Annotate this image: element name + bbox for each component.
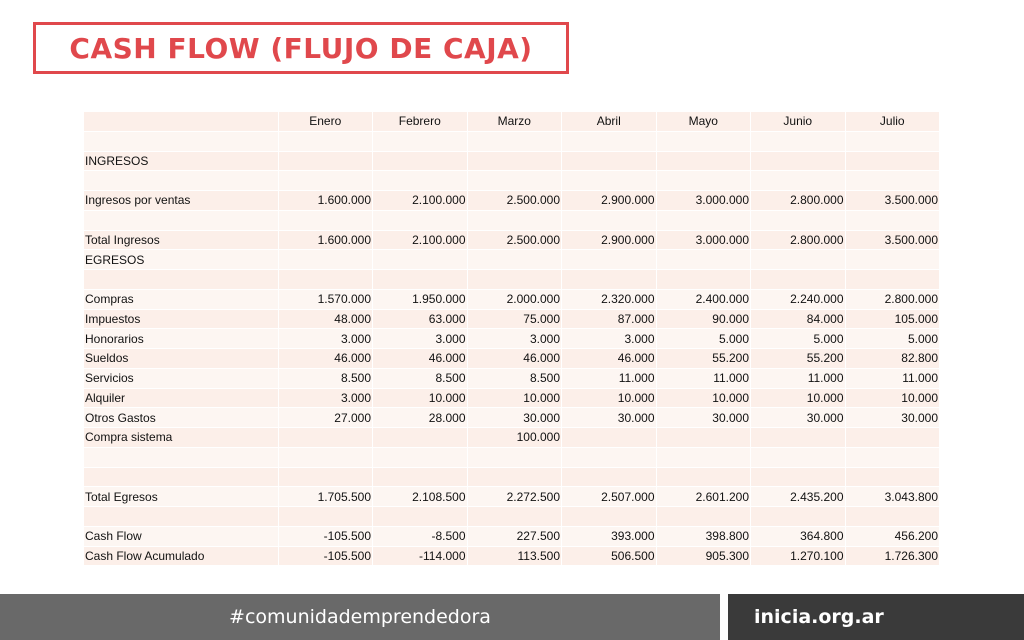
value-cell: 2.500.000 xyxy=(467,230,562,250)
row-label: Cash Flow xyxy=(84,526,278,546)
value-cell xyxy=(562,131,657,151)
value-cell: 1.705.500 xyxy=(278,487,373,507)
value-cell xyxy=(467,151,562,171)
value-cell xyxy=(845,270,940,290)
title-box xyxy=(33,22,569,74)
value-cell: 46.000 xyxy=(278,349,373,369)
value-cell: 2.500.000 xyxy=(467,191,562,211)
table-row xyxy=(84,289,940,309)
value-cell xyxy=(467,467,562,487)
value-cell: 2.320.000 xyxy=(562,289,657,309)
value-cell: 27.000 xyxy=(278,408,373,428)
value-cell: 82.800 xyxy=(845,349,940,369)
value-cell xyxy=(751,467,846,487)
value-cell xyxy=(656,447,751,467)
value-cell xyxy=(845,250,940,270)
value-cell: 2.601.200 xyxy=(656,487,751,507)
value-cell xyxy=(751,250,846,270)
value-cell: 8.500 xyxy=(373,368,468,388)
table-row xyxy=(84,507,940,527)
value-cell: 2.435.200 xyxy=(751,487,846,507)
value-cell xyxy=(656,151,751,171)
value-cell: 2.000.000 xyxy=(467,289,562,309)
value-cell xyxy=(278,151,373,171)
table-row xyxy=(84,526,940,546)
value-cell: 905.300 xyxy=(656,546,751,566)
value-cell xyxy=(373,428,468,448)
table-row xyxy=(84,349,940,369)
header-corner-cell xyxy=(84,112,278,131)
row-label xyxy=(84,447,278,467)
value-cell xyxy=(373,151,468,171)
value-cell xyxy=(562,151,657,171)
value-cell: 2.400.000 xyxy=(656,289,751,309)
value-cell: 2.100.000 xyxy=(373,230,468,250)
value-cell: 2.900.000 xyxy=(562,191,657,211)
value-cell: 63.000 xyxy=(373,309,468,329)
table-row xyxy=(84,151,940,171)
table-row xyxy=(84,250,940,270)
table-row xyxy=(84,270,940,290)
value-cell: -105.500 xyxy=(278,546,373,566)
value-cell: 30.000 xyxy=(751,408,846,428)
value-cell xyxy=(656,270,751,290)
value-cell xyxy=(656,250,751,270)
column-header: Mayo xyxy=(656,112,751,131)
value-cell xyxy=(373,467,468,487)
table-row xyxy=(84,546,940,566)
value-cell xyxy=(845,507,940,527)
value-cell: 30.000 xyxy=(845,408,940,428)
value-cell: 3.000 xyxy=(373,329,468,349)
value-cell xyxy=(373,210,468,230)
value-cell: 11.000 xyxy=(656,368,751,388)
value-cell xyxy=(373,131,468,151)
row-label: Otros Gastos xyxy=(84,408,278,428)
value-cell xyxy=(467,171,562,191)
value-cell: 393.000 xyxy=(562,526,657,546)
value-cell xyxy=(373,250,468,270)
value-cell: 87.000 xyxy=(562,309,657,329)
value-cell xyxy=(278,428,373,448)
value-cell: -114.000 xyxy=(373,546,468,566)
value-cell: 11.000 xyxy=(562,368,657,388)
value-cell xyxy=(278,447,373,467)
value-cell xyxy=(656,428,751,448)
value-cell xyxy=(562,428,657,448)
value-cell: 84.000 xyxy=(751,309,846,329)
value-cell: 5.000 xyxy=(656,329,751,349)
row-label: Compras xyxy=(84,289,278,309)
value-cell xyxy=(562,467,657,487)
value-cell: 3.000 xyxy=(278,329,373,349)
row-label: Impuestos xyxy=(84,309,278,329)
value-cell xyxy=(845,428,940,448)
cash-flow-table xyxy=(84,112,940,566)
value-cell: 48.000 xyxy=(278,309,373,329)
value-cell: 55.200 xyxy=(656,349,751,369)
value-cell: 3.500.000 xyxy=(845,191,940,211)
row-label xyxy=(84,171,278,191)
value-cell: 1.270.100 xyxy=(751,546,846,566)
value-cell xyxy=(656,131,751,151)
value-cell: 46.000 xyxy=(562,349,657,369)
value-cell xyxy=(467,447,562,467)
value-cell xyxy=(845,131,940,151)
row-label: Total Egresos xyxy=(84,487,278,507)
value-cell: 100.000 xyxy=(467,428,562,448)
value-cell xyxy=(845,447,940,467)
value-cell xyxy=(845,151,940,171)
value-cell: 2.100.000 xyxy=(373,191,468,211)
value-cell: -105.500 xyxy=(278,526,373,546)
value-cell xyxy=(656,210,751,230)
table-row xyxy=(84,230,940,250)
value-cell: 28.000 xyxy=(373,408,468,428)
value-cell: 1.600.000 xyxy=(278,230,373,250)
column-header: Enero xyxy=(278,112,373,131)
value-cell xyxy=(656,507,751,527)
table-row xyxy=(84,368,940,388)
table-row xyxy=(84,329,940,349)
value-cell: 46.000 xyxy=(373,349,468,369)
value-cell: 11.000 xyxy=(845,368,940,388)
value-cell: 10.000 xyxy=(562,388,657,408)
value-cell xyxy=(467,507,562,527)
row-label xyxy=(84,467,278,487)
table-row xyxy=(84,467,940,487)
value-cell xyxy=(845,210,940,230)
value-cell: 30.000 xyxy=(562,408,657,428)
value-cell xyxy=(562,507,657,527)
value-cell: 506.500 xyxy=(562,546,657,566)
value-cell: 8.500 xyxy=(467,368,562,388)
value-cell xyxy=(751,171,846,191)
value-cell: 398.800 xyxy=(656,526,751,546)
value-cell xyxy=(373,171,468,191)
row-label xyxy=(84,507,278,527)
value-cell: 5.000 xyxy=(845,329,940,349)
header-row xyxy=(84,112,940,131)
hashtag-banner: #comunidademprendedora xyxy=(0,594,720,640)
table-row xyxy=(84,428,940,448)
value-cell xyxy=(751,428,846,448)
value-cell: 10.000 xyxy=(751,388,846,408)
value-cell xyxy=(751,270,846,290)
value-cell: 3.000 xyxy=(562,329,657,349)
row-label xyxy=(84,210,278,230)
value-cell xyxy=(751,447,846,467)
value-cell xyxy=(656,467,751,487)
value-cell xyxy=(562,270,657,290)
footer xyxy=(0,594,1024,640)
value-cell xyxy=(751,151,846,171)
value-cell xyxy=(562,210,657,230)
value-cell xyxy=(467,250,562,270)
value-cell: 75.000 xyxy=(467,309,562,329)
row-label: Compra sistema xyxy=(84,428,278,448)
column-header: Marzo xyxy=(467,112,562,131)
value-cell: 2.240.000 xyxy=(751,289,846,309)
table-row xyxy=(84,408,940,428)
value-cell: 3.000 xyxy=(467,329,562,349)
value-cell: 364.800 xyxy=(751,526,846,546)
value-cell: 10.000 xyxy=(845,388,940,408)
value-cell xyxy=(562,250,657,270)
value-cell: 90.000 xyxy=(656,309,751,329)
row-label: Ingresos por ventas xyxy=(84,191,278,211)
row-label: INGRESOS xyxy=(84,151,278,171)
value-cell: 2.900.000 xyxy=(562,230,657,250)
value-cell: 2.800.000 xyxy=(751,230,846,250)
value-cell: 2.272.500 xyxy=(467,487,562,507)
value-cell: 2.507.000 xyxy=(562,487,657,507)
value-cell: 113.500 xyxy=(467,546,562,566)
column-header: Febrero xyxy=(373,112,468,131)
value-cell xyxy=(751,210,846,230)
row-label: Cash Flow Acumulado xyxy=(84,546,278,566)
value-cell xyxy=(467,131,562,151)
value-cell xyxy=(373,270,468,290)
value-cell: -8.500 xyxy=(373,526,468,546)
value-cell: 10.000 xyxy=(373,388,468,408)
value-cell: 5.000 xyxy=(751,329,846,349)
value-cell xyxy=(845,467,940,487)
value-cell: 30.000 xyxy=(467,408,562,428)
value-cell xyxy=(562,447,657,467)
value-cell: 46.000 xyxy=(467,349,562,369)
page-title: CASH FLOW (FLUJO DE CAJA) xyxy=(69,31,533,65)
table-row xyxy=(84,487,940,507)
value-cell xyxy=(845,171,940,191)
value-cell: 2.108.500 xyxy=(373,487,468,507)
value-cell xyxy=(467,210,562,230)
value-cell: 1.570.000 xyxy=(278,289,373,309)
row-label: Honorarios xyxy=(84,329,278,349)
row-label: Alquiler xyxy=(84,388,278,408)
table-row xyxy=(84,171,940,191)
table-row xyxy=(84,309,940,329)
value-cell xyxy=(278,210,373,230)
value-cell xyxy=(278,171,373,191)
value-cell: 3.000 xyxy=(278,388,373,408)
value-cell xyxy=(751,131,846,151)
value-cell xyxy=(373,507,468,527)
value-cell: 2.800.000 xyxy=(751,191,846,211)
value-cell: 11.000 xyxy=(751,368,846,388)
value-cell xyxy=(373,447,468,467)
value-cell xyxy=(751,507,846,527)
value-cell: 55.200 xyxy=(751,349,846,369)
site-banner[interactable]: inicia.org.ar xyxy=(728,594,1024,640)
value-cell: 227.500 xyxy=(467,526,562,546)
value-cell: 456.200 xyxy=(845,526,940,546)
table-row xyxy=(84,131,940,151)
value-cell xyxy=(278,467,373,487)
value-cell: 1.726.300 xyxy=(845,546,940,566)
value-cell xyxy=(278,507,373,527)
value-cell xyxy=(278,270,373,290)
row-label: Sueldos xyxy=(84,349,278,369)
footer-divider xyxy=(720,594,728,640)
value-cell: 2.800.000 xyxy=(845,289,940,309)
column-header: Julio xyxy=(845,112,940,131)
value-cell: 3.500.000 xyxy=(845,230,940,250)
value-cell xyxy=(467,270,562,290)
value-cell: 10.000 xyxy=(467,388,562,408)
table-row xyxy=(84,447,940,467)
row-label xyxy=(84,270,278,290)
value-cell: 10.000 xyxy=(656,388,751,408)
value-cell xyxy=(278,131,373,151)
value-cell: 3.000.000 xyxy=(656,191,751,211)
column-header: Abril xyxy=(562,112,657,131)
column-header: Junio xyxy=(751,112,846,131)
row-label: EGRESOS xyxy=(84,250,278,270)
table-row xyxy=(84,191,940,211)
table-row xyxy=(84,388,940,408)
row-label: Servicios xyxy=(84,368,278,388)
row-label: Total Ingresos xyxy=(84,230,278,250)
value-cell: 1.950.000 xyxy=(373,289,468,309)
table-row xyxy=(84,210,940,230)
value-cell: 30.000 xyxy=(656,408,751,428)
value-cell: 1.600.000 xyxy=(278,191,373,211)
value-cell: 3.043.800 xyxy=(845,487,940,507)
value-cell: 105.000 xyxy=(845,309,940,329)
value-cell xyxy=(656,171,751,191)
value-cell: 8.500 xyxy=(278,368,373,388)
value-cell xyxy=(278,250,373,270)
value-cell xyxy=(562,171,657,191)
value-cell: 3.000.000 xyxy=(656,230,751,250)
row-label xyxy=(84,131,278,151)
